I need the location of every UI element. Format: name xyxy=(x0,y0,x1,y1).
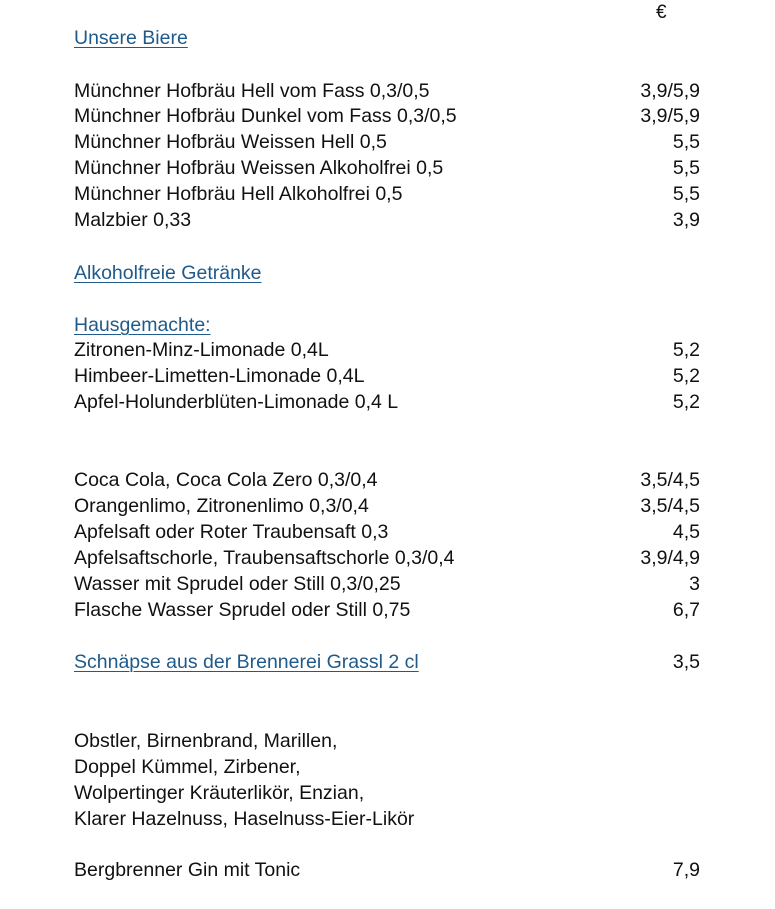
menu-item-name: Apfelsaftschorle, Traubensaftschorle 0,3/0,4 xyxy=(74,547,455,569)
menu-item-price: 3,5/4,5 xyxy=(640,495,700,517)
section-heading-beers xyxy=(74,25,700,51)
menu-item-name: Apfel-Holunderblüten-Limonade 0,4 L xyxy=(74,391,399,413)
menu-item xyxy=(74,103,700,129)
menu-item-name: Zitronen-Minz-Limonade 0,4L xyxy=(74,339,329,361)
menu-item-name: Wasser mit Sprudel oder Still 0,3/0,25 xyxy=(74,573,401,595)
menu-item-price: 4,5 xyxy=(672,521,700,543)
menu-item xyxy=(74,78,700,104)
menu-item xyxy=(74,545,700,571)
menu-item-price: 5,2 xyxy=(672,365,700,387)
menu-item-gin xyxy=(74,857,700,883)
section-heading-schnapps xyxy=(74,649,700,675)
section-heading-soft-drinks xyxy=(74,260,700,286)
menu-item-price: 3,5/4,5 xyxy=(640,469,700,491)
schnapps-variety-line xyxy=(74,806,700,832)
schnapps-variety-line xyxy=(74,754,700,780)
menu-item-name: Himbeer-Limetten-Limonade 0,4L xyxy=(74,365,365,387)
subsection-heading-homemade xyxy=(74,312,700,338)
currency-symbol: € xyxy=(656,2,667,23)
section-heading-schnapps-label: Schnäpse aus der Brennerei Grassl 2 cl xyxy=(74,651,419,673)
menu-item-price: 6,7 xyxy=(672,599,700,621)
schnapps-variety-text: Obstler, Birnenbrand, Marillen, xyxy=(74,730,338,752)
menu-item xyxy=(74,493,700,519)
schnapps-variety-line xyxy=(74,728,700,754)
menu-item-name: Apfelsaft oder Roter Traubensaft 0,3 xyxy=(74,521,389,543)
menu-item-price: 7,9 xyxy=(672,859,700,881)
menu-item xyxy=(74,467,700,493)
menu-item xyxy=(74,337,700,363)
menu-item-price: 5,2 xyxy=(672,339,700,361)
menu-item xyxy=(74,129,700,155)
menu-item xyxy=(74,181,700,207)
menu-item-price: 3,9 xyxy=(672,209,700,231)
menu-item-name: Coca Cola, Coca Cola Zero 0,3/0,4 xyxy=(74,469,378,491)
menu-item-name: Münchner Hofbräu Weissen Hell 0,5 xyxy=(74,131,387,153)
menu-item-name: Münchner Hofbräu Hell Alkoholfrei 0,5 xyxy=(74,183,403,205)
menu-item-name: Flasche Wasser Sprudel oder Still 0,75 xyxy=(74,599,411,621)
menu-item-name: Münchner Hofbräu Hell vom Fass 0,3/0,5 xyxy=(74,80,430,102)
schnapps-variety-text: Doppel Kümmel, Zirbener, xyxy=(74,756,301,778)
menu-item-price: 3,9/4,9 xyxy=(640,547,700,569)
schnapps-variety-text: Wolpertinger Kräuterlikör, Enzian, xyxy=(74,782,365,804)
schnapps-variety-line xyxy=(74,780,700,806)
menu-item-name: Münchner Hofbräu Weissen Alkoholfrei 0,5 xyxy=(74,157,444,179)
menu-item xyxy=(74,155,700,181)
menu-item-price: 3,9/5,9 xyxy=(640,80,700,102)
subsection-heading-homemade-label: Hausgemachte: xyxy=(74,314,211,336)
menu-item xyxy=(74,597,700,623)
menu-item xyxy=(74,363,700,389)
schnapps-variety-text: Klarer Hazelnuss, Haselnuss-Eier-Likör xyxy=(74,808,415,830)
section-heading-soft-drinks-label: Alkoholfreie Getränke xyxy=(74,262,262,284)
menu-item-name: Münchner Hofbräu Dunkel vom Fass 0,3/0,5 xyxy=(74,105,457,127)
menu-item-price: 5,5 xyxy=(672,157,700,179)
menu-item-name: Malzbier 0,33 xyxy=(74,209,192,231)
schnapps-price: 3,5 xyxy=(672,651,700,673)
menu-item xyxy=(74,571,700,597)
menu-item-price: 3 xyxy=(689,573,700,595)
menu-item-name: Bergbrenner Gin mit Tonic xyxy=(74,859,301,881)
menu-item-price: 5,5 xyxy=(672,131,700,153)
menu-item xyxy=(74,519,700,545)
menu-item-price: 5,2 xyxy=(672,391,700,413)
menu-item-name: Orangenlimo, Zitronenlimo 0,3/0,4 xyxy=(74,495,369,517)
menu-item xyxy=(74,389,700,415)
menu-item-price: 3,9/5,9 xyxy=(640,105,700,127)
section-heading-beers-label: Unsere Biere xyxy=(74,27,188,49)
menu-item-price: 5,5 xyxy=(672,183,700,205)
menu-item xyxy=(74,207,700,233)
